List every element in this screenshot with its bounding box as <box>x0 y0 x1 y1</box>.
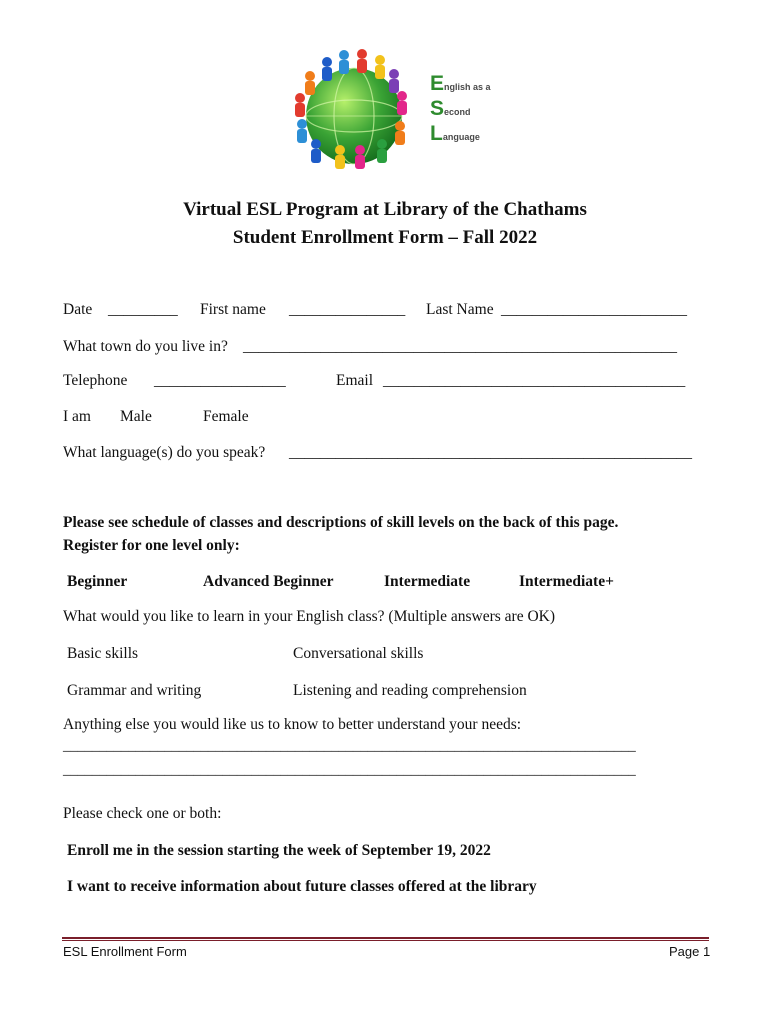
last-name-label: Last Name <box>426 301 494 318</box>
telephone-field[interactable]: _________________ <box>154 372 286 389</box>
learn-conversational-skills[interactable] <box>289 645 423 663</box>
first-name-field[interactable]: _______________ <box>289 301 406 318</box>
footer-rule-thin <box>62 940 709 941</box>
email-field[interactable]: _______________________________________ <box>383 372 686 389</box>
i-am-label: I am <box>63 408 91 425</box>
level-intermediate[interactable] <box>380 573 470 591</box>
footer-form-name: ESL Enrollment Form <box>63 944 187 959</box>
first-name-label: First name <box>200 301 266 318</box>
check-prompt: Please check one or both: <box>63 805 222 822</box>
footer-rule <box>62 937 709 939</box>
schedule-note-line2: Register for one level only: <box>63 537 240 554</box>
male-option[interactable] <box>116 408 152 426</box>
female-option[interactable] <box>199 408 249 426</box>
learn-basic-skills[interactable] <box>63 645 138 663</box>
logo-letter-l: L <box>430 122 443 145</box>
logo-letter-s: S <box>430 97 445 120</box>
email-label: Email <box>336 372 374 389</box>
future-classes-option[interactable] <box>63 878 537 896</box>
logo-word-english: nglish as a <box>444 82 491 92</box>
town-field[interactable]: ________________________________________________________ <box>243 338 677 355</box>
last-name-field[interactable]: ________________________ <box>501 301 687 318</box>
level-intermediate-plus[interactable] <box>515 573 614 591</box>
page-number: Page 1 <box>669 944 711 959</box>
telephone-label: Telephone <box>63 372 128 389</box>
level-beginner-label: Beginner <box>67 573 128 590</box>
town-label: What town do you live in? <box>63 338 228 355</box>
learn-listening-reading-label: Listening and reading comprehension <box>293 682 527 699</box>
level-intermediate-plus-label: Intermediate+ <box>519 573 614 590</box>
logo-word-language: anguage <box>442 132 480 142</box>
future-classes-label: I want to receive information about future classes offered at the library <box>67 878 537 895</box>
logo-word-second: econd <box>444 107 471 117</box>
enroll-september-option[interactable] <box>63 842 491 860</box>
learn-basic-skills-label: Basic skills <box>67 645 139 662</box>
level-beginner[interactable] <box>63 573 127 591</box>
learn-grammar-writing[interactable] <box>63 682 201 700</box>
learn-question: What would you like to learn in your English class? (Multiple answers are OK) <box>63 608 556 625</box>
anything-else-label: Anything else you would like us to know to better understand your needs: <box>63 716 522 733</box>
learn-conversational-skills-label: Conversational skills <box>293 645 424 662</box>
form-title-line1: Virtual ESL Program at Library of the Chathams <box>183 199 587 220</box>
female-label: Female <box>203 408 249 425</box>
anything-else-line2[interactable]: _______________________________________________________________________________ <box>63 762 636 778</box>
anything-else-line1[interactable]: _______________________________________________________________________________ <box>63 738 636 754</box>
language-label: What language(s) do you speak? <box>63 444 266 461</box>
learn-grammar-writing-label: Grammar and writing <box>67 682 202 699</box>
enroll-september-label: Enroll me in the session starting the week of September 19, 2022 <box>67 842 491 859</box>
level-intermediate-label: Intermediate <box>384 573 471 590</box>
male-label: Male <box>120 408 152 425</box>
logo-letter-e: E <box>430 72 445 95</box>
date-field[interactable]: _________ <box>108 301 178 318</box>
schedule-note-line1: Please see schedule of classes and descriptions of skill levels on the back of this page. <box>63 514 619 531</box>
level-advanced-beginner-label: Advanced Beginner <box>203 573 334 590</box>
form-title-line2: Student Enrollment Form – Fall 2022 <box>232 227 538 248</box>
level-advanced-beginner[interactable] <box>199 573 333 591</box>
language-field[interactable]: ____________________________________________________ <box>289 444 692 461</box>
learn-listening-reading[interactable] <box>289 682 527 700</box>
date-label: Date <box>63 301 93 318</box>
